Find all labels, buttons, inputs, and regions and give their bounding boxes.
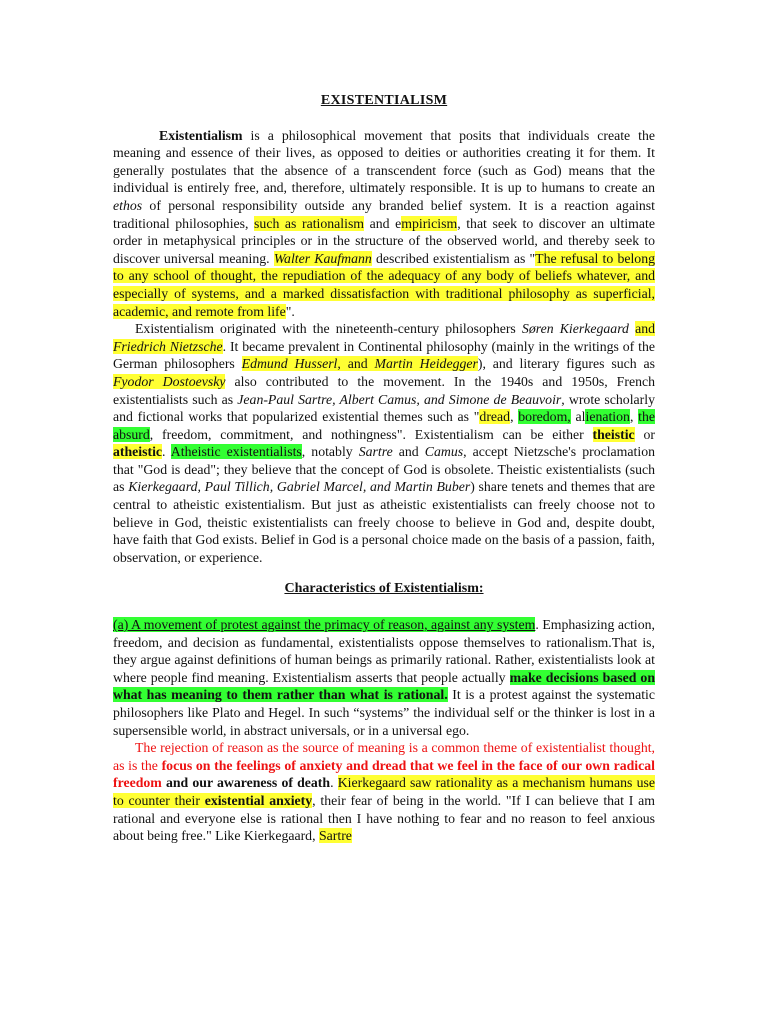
document-title: EXISTENTIALISM [320,93,448,108]
name-sartre: Sartre [358,444,393,460]
text-span: , accept Nietzsche's proclamation that "God is dead"; they believe that the concept of God is obsolete. Theistic existentialists (such as [113,444,655,495]
section-heading: Characteristics of Existentialism: [284,581,484,597]
highlight-the-absurd: the absurd [113,409,655,442]
highlight-existential-anxiety: existential anxiety [204,792,313,808]
text-span: , notably [301,444,359,460]
highlight-nietzsche: Friedrich Nietzsche [113,338,223,354]
highlight-walter-kaufmann: Walter Kaufmann [273,250,372,266]
highlight-theistic: theistic [592,426,635,442]
text-span: , wrote scholarly and fictional works that popularized existential themes such as " [113,391,655,425]
text-span: is a philosophical movement that posits that individuals create the meaning and essence of their lives, as opposed to deities or authorities creating it for them. It generally postulates that the absence of a transcendent force (such as God) means that the individual is entirely free, and, therefore, ultimately responsible. It is up to humans to create an [113,127,655,196]
text-span: , [629,409,639,425]
highlight-boredom: boredom, [518,409,571,425]
names-theistic-existentialists: Kierkegaard, Paul Tillich, Gabriel Marcel, and Martin Buber [128,479,471,495]
highlight-kaufmann-quote: The refusal to belong to any school of thought, the repudiation of the adequacy of any body of beliefs whatever, and especially of systems, and a marked dissatisfaction with traditional philosophy as superficial, academic, and remote from life [113,250,655,319]
text-span: . It became prevalent in Continental philosophy (mainly in the writings of the German philosophers [113,338,656,372]
text-span: ), and literary figures such as [477,356,655,372]
highlight-dread: dread [479,409,511,425]
highlight-empiricism: mpiricism [401,215,458,231]
text-span: also contributed to the movement. In the 1940s and 1950s, French existentialists such as [113,373,655,407]
highlight-dostoevsky: Fyodor Dostoevsky [113,373,226,389]
text-span: al [570,409,586,425]
name-kierkegaard: Søren Kierkegaard [521,321,629,337]
document-page [113,92,655,845]
text-span: . [330,775,338,791]
text-span: ". [285,303,295,319]
term-ethos: ethos [113,197,143,213]
text-span: Existentialism originated with the nineteenth-century philosophers [135,321,522,337]
term-existentialism: Existentialism [159,127,243,143]
text-span: . Emphasizing action, freedom, and decision as fundamental, existentialists oppose themselves to rationalism.That is, they argue against definitions of human beings as primarily rational. Rather, existentialists look at where people find meaning. Existentialism asserts that people actually [113,617,656,685]
paragraph-rejection-of-reason [113,739,655,845]
red-text-span: The rejection of reason as the source of meaning is a common theme of existentialist thought, as is the [113,740,655,773]
text-span: , freedom, commitment, and nothingness". Existentialism can be either [149,426,593,442]
highlight-atheistic: atheistic [113,444,163,460]
highlight-movement-of-protest: (a) A movement of protest against the primacy of reason, against any system [113,617,536,633]
paragraph-intro [113,127,655,321]
highlight-husserl: Edmund Husserl [241,356,338,372]
highlight-rationalism: such as rationalism [254,215,365,231]
text-span: . [162,444,171,460]
text-span: , their fear of being in the world. "If I can believe that I am rational and everyone else is rational then I have nothing to fear and no reason to feel anxious about being free." Like Kierkegaard, [113,792,655,844]
text-span: , [510,409,519,425]
text-span: It is a protest against the systematic philosophers like Plato and Hegel. In such “systems” the individual self or the thinker is lost in a supersensible world, in abstract universals, or in a universal ego. [113,687,656,738]
names-french-existentialists: Jean-Paul Sartre, Albert Camus, and Simone de Beauvoir [237,391,562,407]
text-span: and [392,444,425,460]
paragraph-protest [113,616,655,739]
bold-awareness-of-death: and our awareness of death [161,775,331,791]
highlight-atheistic-existentialists: Atheistic existentialists [170,444,302,460]
text-span: ) share tenets and themes that are central to atheistic existentialism. But just as atheistic existentialists can freely choose not to believe in God, theistic existentialists can freely choose to believe in God and, despite doubt, have faith that God exists. Belief in God is a personal choice made on the basis of a passion, faith, observation, or experience. [113,479,655,565]
highlight-and: and [635,321,655,337]
highlight-and-2: , and [337,356,375,372]
text-span: of personal responsibility outside any branded belief system. It is a reaction against traditional philosophies, [113,197,655,231]
red-bold-anxiety-dread: focus on the feelings of anxiety and dread that we feel in the face of our own radical freedom [113,757,655,791]
highlight-heidegger: Martin Heidegger [374,356,478,372]
name-camus: Camus [424,444,464,460]
text-span: and e [364,215,402,231]
text-span: described existentialism as " [371,250,536,266]
highlight-alienation: ienation [585,409,630,425]
text-span: , that seek to discover an ultimate order in metaphysical principles or in the structure of the observed world, and thereby seek to discover universal meaning. [113,215,655,266]
highlight-kierkegaard-rationality: Kierkegaard saw rationality as a mechanism humans use to counter their [113,775,655,808]
highlight-sartre: Sartre [318,828,352,844]
text-span: or [634,426,655,442]
paragraph-origins [113,320,655,566]
highlight-make-decisions: make decisions based on what has meaning to them rather than what is rational. [113,669,655,703]
